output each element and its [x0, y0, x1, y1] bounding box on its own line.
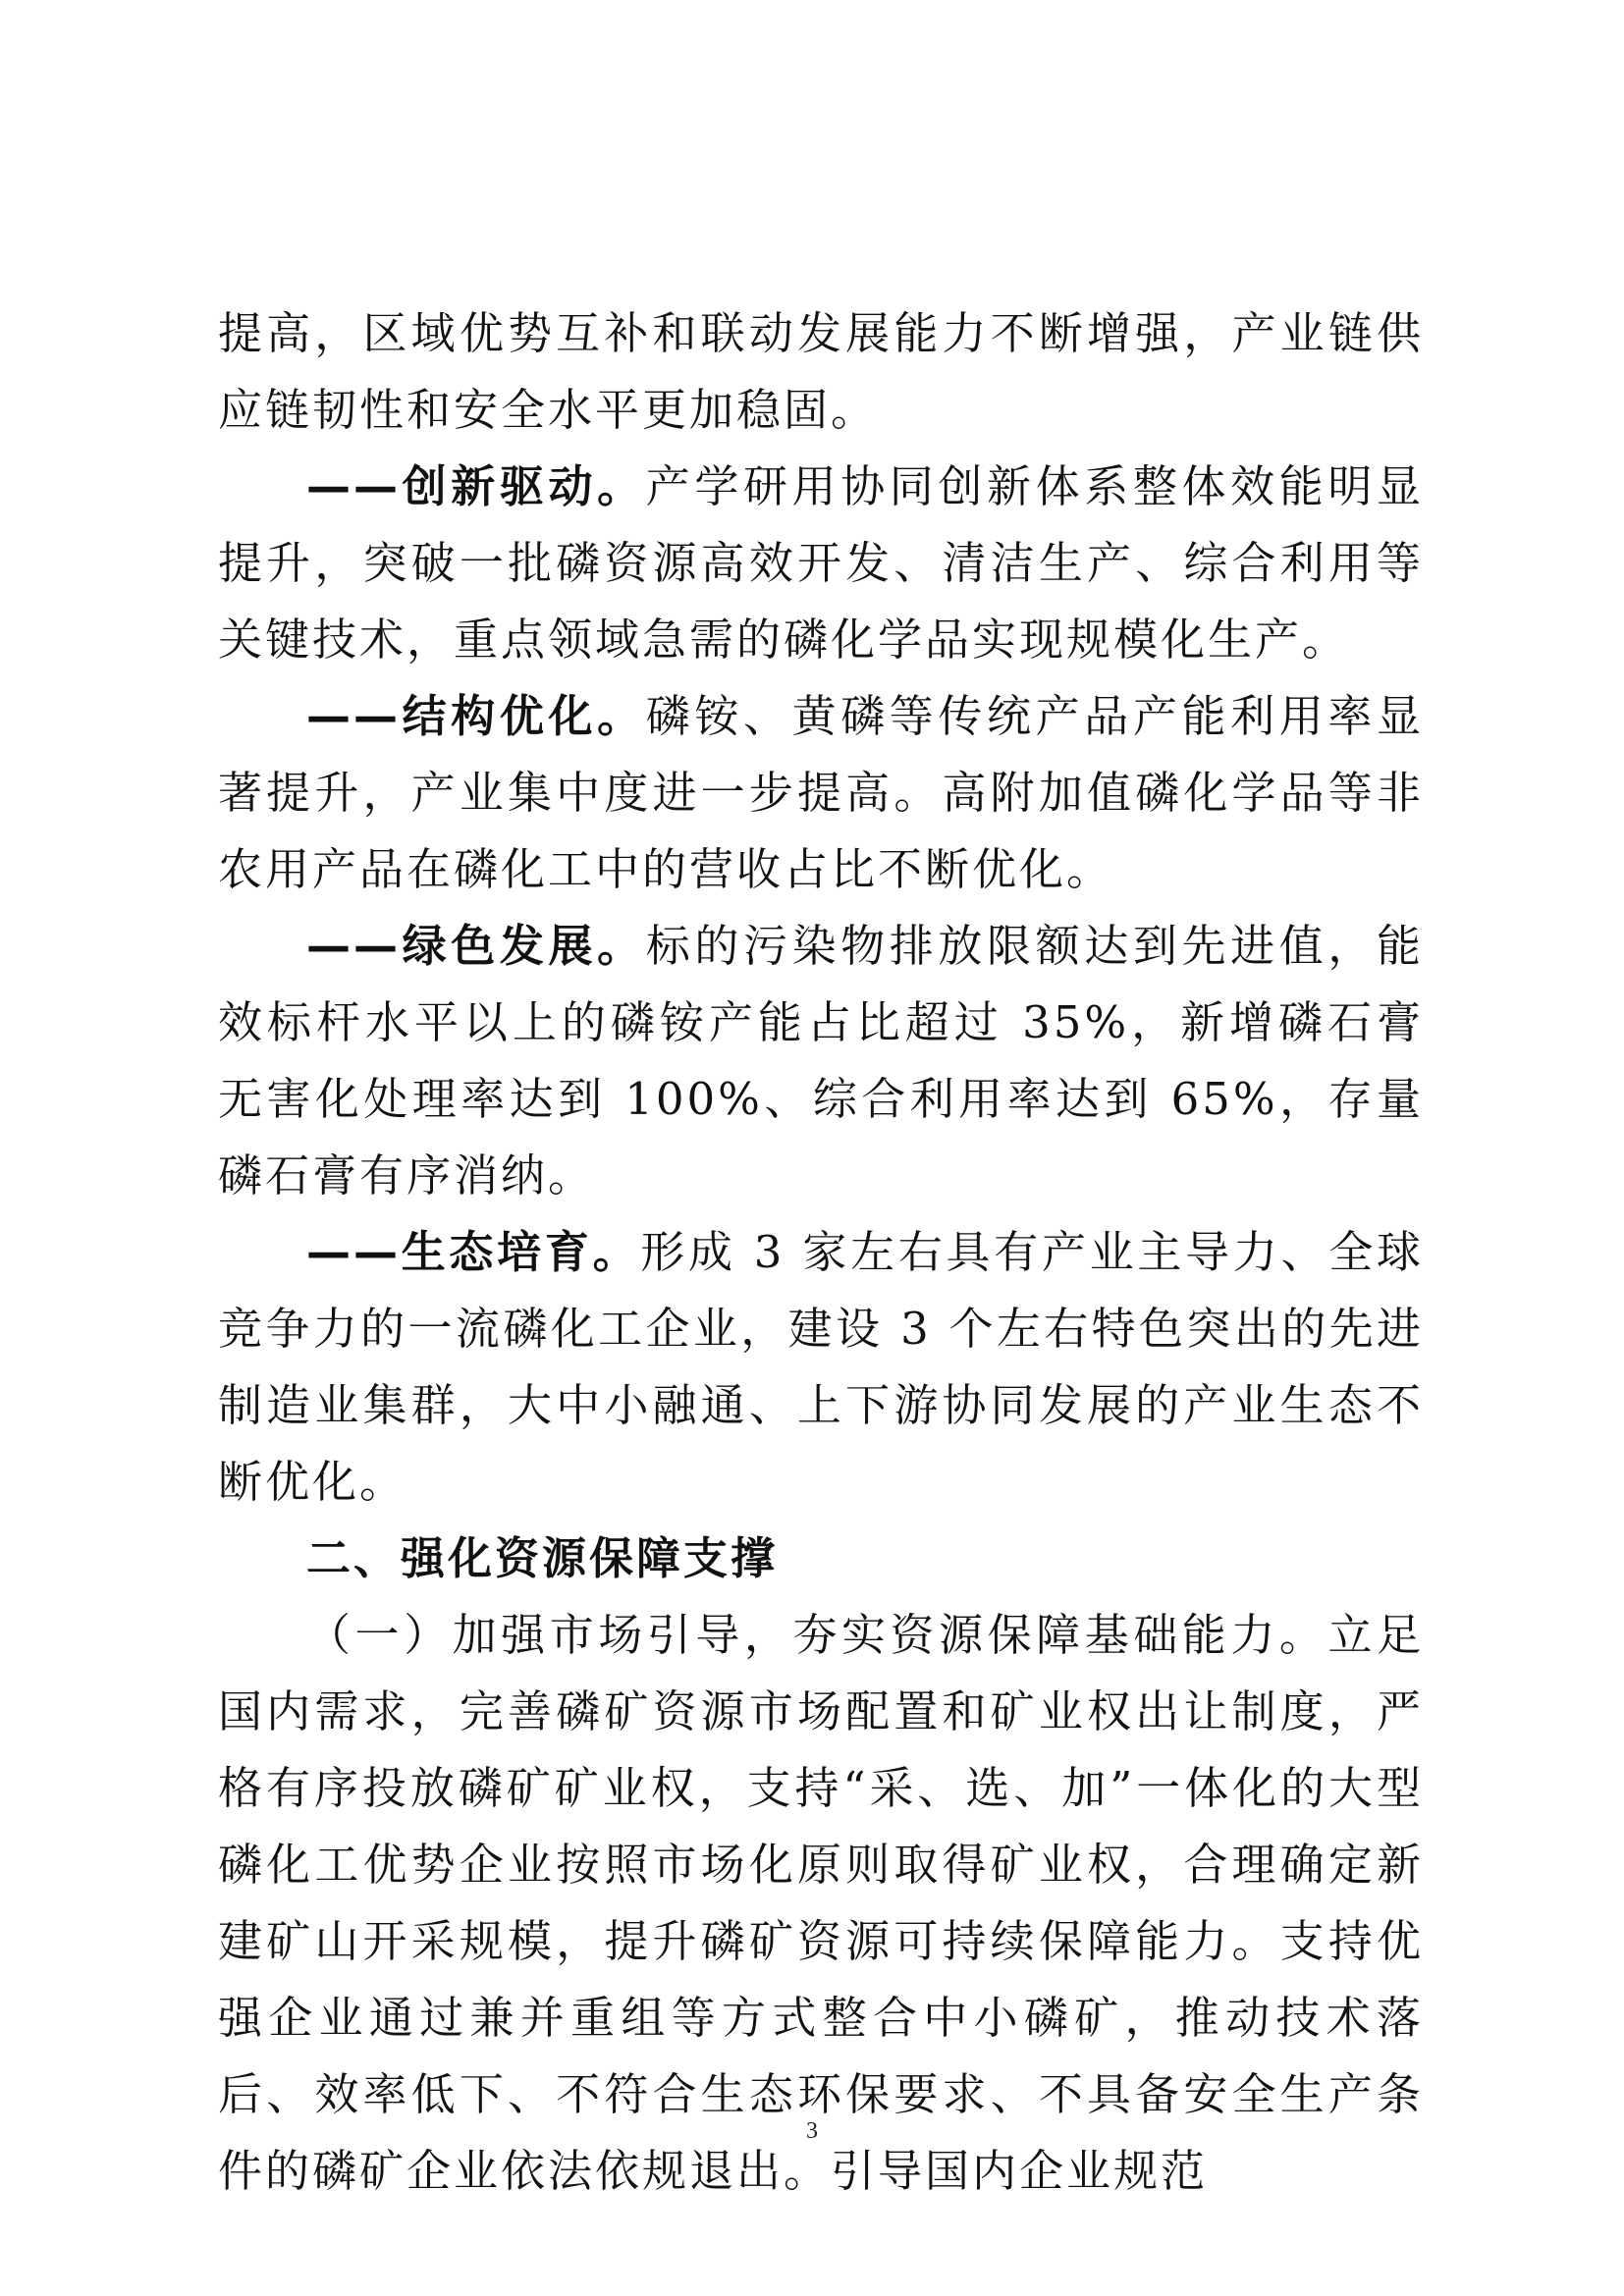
paragraph-text: 标的污染物排放限额达到先进值，能效标杆水平以上的磷铵产能占比超过 35%，新增磷石膏无害化处理率达到 100%、综合利用率达到 65%，存量磷石膏有序消纳。	[218, 920, 1424, 1201]
paragraph-green-development	[218, 908, 1424, 1214]
paragraph-ecosystem-cultivation	[218, 1214, 1424, 1521]
paragraph-text: 产学研用协同创新体系整体效能明显提升，突破一批磷资源高效开发、清洁生产、综合利用等关键技术，重点领域急需的磷化学品实现规模化生产。	[218, 460, 1424, 666]
paragraph-text: 提高，区域优势互补和联动发展能力不断增强，产业链供应链韧性和安全水平更加稳固。	[218, 307, 1424, 436]
paragraph-structure-optimization	[218, 678, 1424, 908]
paragraph-lead: ——创新驱动。	[306, 460, 646, 512]
paragraph-text: （一）加强市场引导，夯实资源保障基础能力。立足国内需求，完善磷矿资源市场配置和矿业权出让制度，严格有序投放磷矿矿业权，支持“采、选、加”一体化的大型磷化工优势企业按照市场化原则取得矿业权，合理确定新建矿山开采规模，提升磷矿资源可持续保障能力。支持优强企业通过兼并重组等方式整合中小磷矿，推动技术落后、效率低下、不符合生态环保要求、不具备安全生产条件的磷矿企业依法依规退出。引导国内企业规范	[218, 1609, 1424, 2197]
section-heading: 二、强化资源保障支撑	[306, 1532, 779, 1584]
paragraph-lead: ——绿色发展。	[306, 920, 646, 972]
paragraph-continuation	[218, 295, 1424, 449]
paragraph-text: 形成 3 家左右具有产业主导力、全球竞争力的一流磷化工企业，建设 3 个左右特色突出的先进制造业集群，大中小融通、上下游协同发展的产业生态不断优化。	[218, 1226, 1424, 1508]
paragraph-text: 磷铵、黄磷等传统产品产能利用率显著提升，产业集中度进一步提高。高附加值磷化学品等非农用产品在磷化工中的营收占比不断优化。	[218, 690, 1424, 895]
paragraph-lead: ——结构优化。	[306, 690, 646, 742]
paragraph-innovation-driven	[218, 449, 1424, 678]
document-body	[218, 295, 1424, 2210]
paragraph-lead: ——生态培育。	[306, 1226, 641, 1278]
page-number: 3	[806, 2118, 818, 2144]
